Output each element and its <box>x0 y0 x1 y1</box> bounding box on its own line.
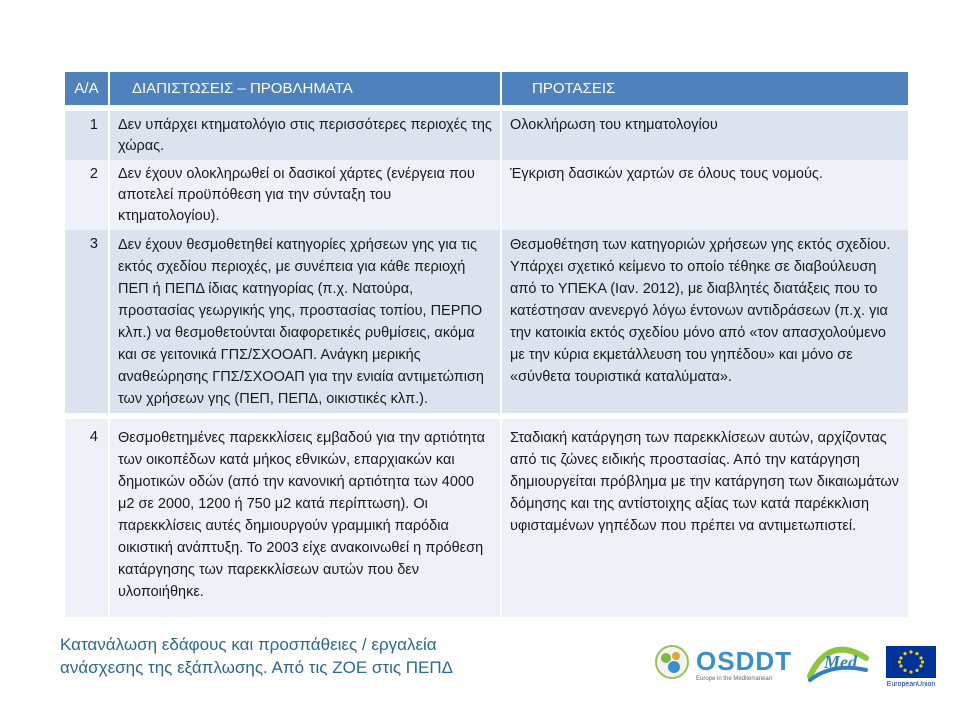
header-num: Α/Α <box>65 72 109 105</box>
row-proposal: Ολοκλήρωση του κτηματολογίου <box>501 111 909 160</box>
row-num: 2 <box>65 160 109 230</box>
med-programme-logo <box>804 636 872 692</box>
row-finding: Δεν υπάρχει κτηματολόγιο στις περισσότερες περιοχές της χώρας. <box>109 111 501 160</box>
findings-table <box>65 72 910 617</box>
row-proposal: Σταδιακή κατάργηση των παρεκκλίσεων αυτών, αρχίζοντας από τις ζώνες ειδικής προστασίας. Από την κατάργηση δημιουργείται πρόβλημα με την κατάργηση των δικαιωμάτων δόμησης και της αντίστοιχης αξίας των κατά παρέκκλιση υφισταμένων γηπέδων που πρέπει να αντιμετωπιστεί. <box>501 419 909 617</box>
row-proposal: Θεσμοθέτηση των κατηγοριών χρήσεων γης εκτός σχεδίου. Υπάρχει σχετικό κείμενο το οποίο τέθηκε σε διαβούλευση από το ΥΠΕΚΑ (Ιαν. 2012), με διαβλητές διατάξεις που το κατέστησαν ανενεργό λόγω έντονων αντιδράσεων (π.χ. για την κατοικία εκτός σχεδίου μόνο από «τον απασχολούμενο με την κύρια εκμετάλλευση του γηπέδου» και μόνο σε «σύνθετα τουριστικά καταλύματα». <box>501 230 909 413</box>
row-num: 4 <box>65 419 109 617</box>
row-proposal: Έγκριση δασικών χαρτών σε όλους τους νομούς. <box>501 160 909 230</box>
row-num: 3 <box>65 230 109 413</box>
row-finding: Θεσμοθετημένες παρεκκλίσεις εμβαδού για την αρτιότητα των οικοπέδων κατά μήκος εθνικών, επαρχιακών και δημοτικών οδών (από την κανονική αρτιότητα των 4000 μ2 σε 2000, 1200 ή 750 μ2 κατά περίπτωση). Οι παρεκκλίσεις αυτές δημιουργούν γραμμική παρόδια οικιστική ανάπτυξη. Το 2003 είχε ανακοινωθεί η πρόθεση κατάργησης των παρεκκλίσεων αυτών που δεν υλοποιήθηκε. <box>109 419 501 617</box>
row-num: 1 <box>65 111 109 160</box>
table-row <box>65 230 909 413</box>
european-union-flag-icon <box>880 646 942 688</box>
osddt-logo-text: OSDDT <box>696 646 792 676</box>
partner-logos <box>636 636 956 696</box>
table-row <box>65 160 909 230</box>
table-row <box>65 111 909 160</box>
table-row <box>65 419 909 617</box>
table-header-row <box>65 72 909 105</box>
med-logo-text: Med <box>824 652 857 672</box>
top-strip <box>0 0 960 40</box>
row-finding: Δεν έχουν ολοκληρωθεί οι δασικοί χάρτες (ενέργεια που αποτελεί προϋπόθεση για την σύνταξη του κτηματολογίου). <box>109 160 501 230</box>
eu-logo-text: EuropeanUnion <box>886 681 936 688</box>
row-finding: Δεν έχουν θεσμοθετηθεί κατηγορίες χρήσεων γης για τις εκτός σχεδίου περιοχές, με συνέπεια για κάθε περιοχή ΠΕΠ ή ΠΕΠΔ ίδιας κατηγορίας (π.χ. Νατούρα, προστασίας γεωργικής γης, προστασίας τοπίου, ΠΕΡΠΟ κλπ.) να θεσμοθετούνται διαφορετικές ρυθμίσεις, ακόμα και σε γειτονικά ΓΠΣ/ΣΧΟΟΑΠ. Ανάγκη μερικής αναθεώρησης ΓΠΣ/ΣΧΟΟΑΠ για την ενιαία αντιμετώπιση των χρήσεων γης (ΠΕΠ, ΠΕΠΔ, οικιστικές κλπ.). <box>109 230 501 413</box>
slide-footer-title: Κατανάλωση εδάφους και προσπάθειες / εργαλεία ανάσχεσης της εξάπλωσης. Από τις ΖΟΕ στις ΠΕΠΔ <box>60 635 454 677</box>
header-findings: ΔΙΑΠΙΣΤΩΣΕΙΣ – ΠΡΟΒΛΗΜΑΤΑ <box>109 72 501 105</box>
osddt-logo-icon <box>654 644 690 680</box>
header-proposals: ΠΡΟΤΑΣΕΙΣ <box>501 72 909 105</box>
osddt-logo-subtitle: Europe in the Mediterranean <box>696 676 773 682</box>
